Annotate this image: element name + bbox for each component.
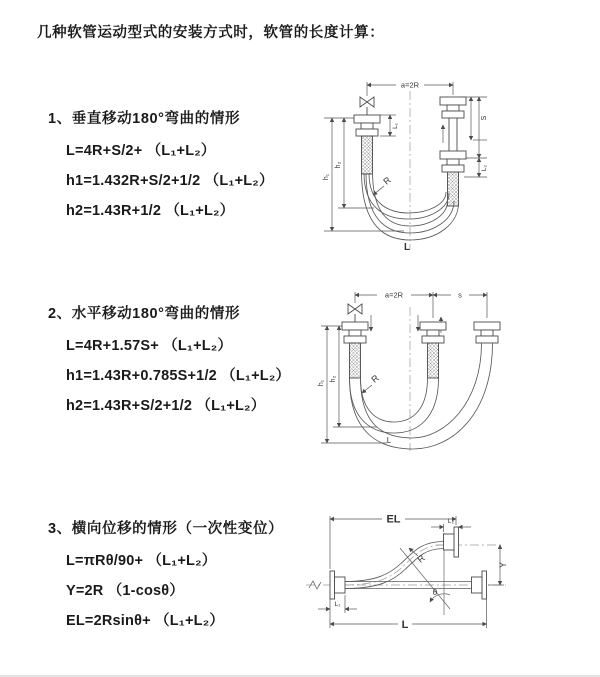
radius-label: R — [381, 174, 393, 187]
dim-label-y: Y — [498, 561, 508, 569]
dim-label-l1: L₁ — [334, 601, 341, 608]
dim-label-s: s — [458, 290, 462, 300]
section-1-formula-h2: h2=1.43R+1/2 （L₁+L₂） — [66, 203, 235, 219]
dim-label-a2r: a=2R — [400, 80, 420, 90]
section-2-formula-h2: h2=1.43R+S/2+1/2 （L₁+L₂） — [66, 398, 266, 414]
length-label: L — [401, 619, 409, 631]
dim-label-l2: L₂ — [447, 518, 455, 525]
section-1-formula-L: L=4R+S/2+ （L₁+L₂） — [66, 143, 216, 159]
dim-label-s: S — [481, 115, 488, 121]
section-3-formula-EL: EL=2Rsinθ+ （L₁+L₂） — [66, 613, 225, 629]
flange-fittings — [342, 322, 500, 343]
section-3-formula-L: L=πRθ/90+ （L₁+L₂） — [66, 553, 217, 569]
hose-u-bend-curves — [350, 343, 493, 449]
theta-label: θ — [432, 588, 438, 597]
page-title: 几种软管运动型式的安装方式时，软管的长度计算： — [37, 25, 385, 41]
section-3-heading: 3、横向位移的情形（一次性变位） — [48, 521, 284, 537]
valve-icon — [360, 97, 374, 115]
length-label: L — [386, 436, 392, 445]
diagram-horizontal-180-bend — [315, 283, 585, 468]
dimension-lines — [318, 513, 504, 628]
braided-hose-sections — [350, 343, 439, 378]
dim-label-h2: h₂ — [330, 375, 337, 383]
dim-label-el: EL — [386, 513, 401, 526]
dim-label-l1: L₁ — [392, 123, 399, 129]
section-1-heading: 1、垂直移动180°弯曲的情形 — [48, 111, 241, 127]
section-2-formula-L: L=4R+1.57S+ （L₁+L₂） — [66, 338, 233, 354]
radius-label: R — [369, 372, 381, 385]
section-3-formula-Y: Y=2R （1-cosθ） — [66, 583, 185, 599]
dim-label-l2: L₂ — [481, 164, 488, 172]
section-1-formula-h1: h1=1.432R+S/2+1/2 （L₁+L₂） — [66, 173, 274, 189]
dim-label-h1: h₁ — [323, 173, 330, 181]
diagram-lateral-displacement — [298, 503, 598, 653]
diagram-vertical-180-bend — [316, 73, 586, 258]
length-label: L — [403, 242, 411, 253]
radius-label: R — [415, 552, 427, 565]
valve-icon — [348, 304, 362, 322]
section-2-heading: 2、水平移动180°弯曲的情形 — [48, 306, 241, 322]
dim-label-h1: h₁ — [318, 379, 325, 387]
dim-label-h2: h₂ — [335, 161, 342, 169]
dim-label-a2r: a=2R — [384, 290, 404, 300]
section-2-formula-h1: h1=1.43R+0.785S+1/2 （L₁+L₂） — [66, 368, 291, 384]
